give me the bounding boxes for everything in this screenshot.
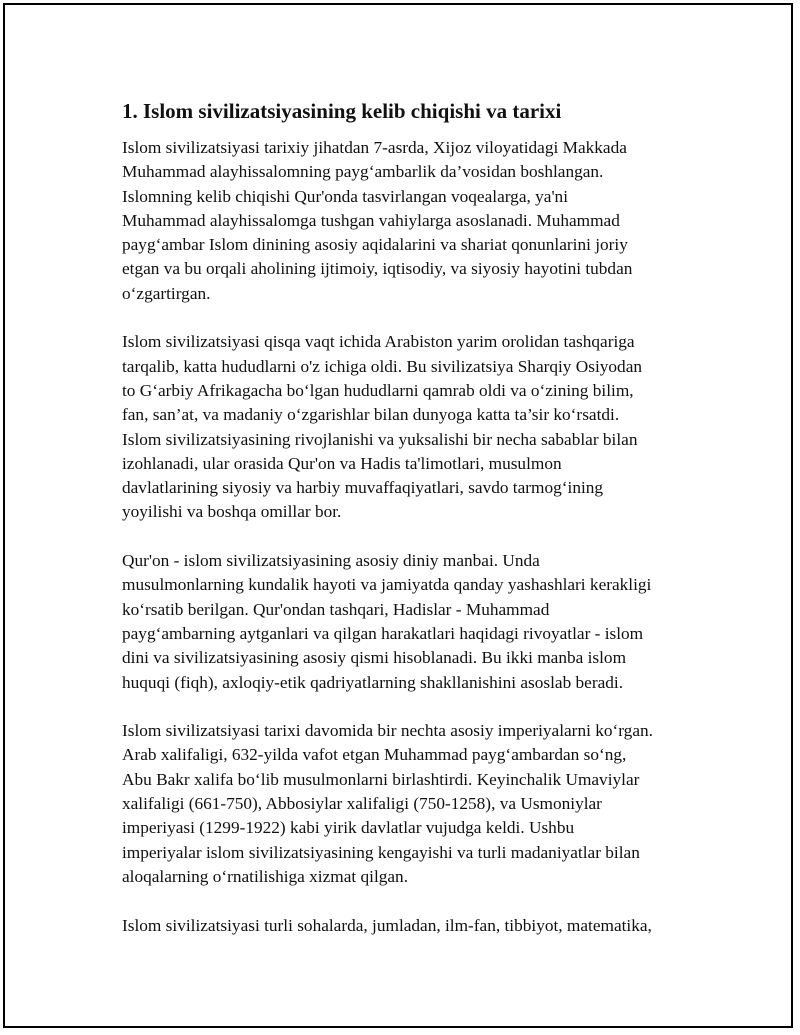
text-line: Islom sivilizatsiyasi tarixi davomida bir nechta asosiy imperiyalarni ko‘rgan. [122, 721, 653, 741]
paragraph [122, 719, 722, 889]
text-line: Qur'on - islom sivilizatsiyasining asosiy diniy manbai. Unda [122, 551, 540, 571]
text-line: Arab xalifaligi, 632-yilda vafot etgan Muhammad payg‘ambardan so‘ng, [122, 745, 627, 765]
text-line: davlatlarining siyosiy va harbiy muvaffaqiyatlari, savdo tarmog‘ining [122, 478, 604, 498]
text-line: dini va sivilizatsiyasining asosiy qismi hisoblanadi. Bu ikki manba islom [122, 648, 627, 668]
text-line: yoyilishi va boshqa omillar bor. [122, 502, 342, 522]
text-line: Abu Bakr xalifa bo‘lib musulmonlarni birlashtirdi. Keyinchalik Umaviylar [122, 769, 640, 789]
text-line: izohlanadi, ular orasida Qur'on va Hadis ta'limotlari, musulmon [122, 453, 562, 473]
text-line: payg‘ambarning aytganlari va qilgan harakatlari haqidagi rivoyatlar - islom [122, 623, 644, 643]
text-line: aloqalarning o‘rnatilishiga xizmat qilgan. [122, 866, 409, 886]
text-line: Islom sivilizatsiyasi turli sohalarda, jumladan, ilm-fan, tibbiyot, matematika, [122, 915, 652, 935]
section-heading: 1. Islom sivilizatsiyasining kelib chiqishi va tarixi [122, 99, 562, 123]
text-line: Islom sivilizatsiyasi qisqa vaqt ichida Arabiston yarim orolidan tashqariga [122, 332, 635, 352]
paragraph [122, 549, 722, 695]
text-line: huquqi (fiqh), axloqiy-etik qadriyatlarning shakllanishini asoslab beradi. [122, 672, 624, 692]
paragraph [122, 914, 722, 938]
text-line: Islomning kelib chiqishi Qur'onda tasvirlangan voqealarga, ya'ni [122, 186, 568, 206]
text-line: xalifaligi (661-750), Abbosiylar xalifaligi (750-1258), va Usmoniylar [122, 794, 602, 814]
document-body [122, 97, 722, 962]
text-line: musulmonlarning kundalik hayoti va jamiyatda qanday yashashlari kerakligi [122, 575, 652, 595]
text-line: Muhammad alayhissalomga tushgan vahiylarga asoslanadi. Muhammad [122, 210, 620, 230]
text-line: imperiyalar islom sivilizatsiyasining kengayishi va turli madaniyatlar bilan [122, 842, 640, 862]
paragraph [122, 330, 722, 524]
text-line: Islom sivilizatsiyasi tarixiy jihatdan 7-asrda, Xijoz viloyatidagi Makkada [122, 138, 627, 157]
text-line: Muhammad alayhissalomning payg‘ambarlik da’vosidan boshlangan. [122, 162, 604, 182]
text-line: etgan va bu orqali aholining ijtimoiy, iqtisodiy, va siyosiy hayotini tubdan [122, 259, 633, 279]
text-line: imperiyasi (1299-1922) kabi yirik davlatlar vujudga keldi. Ushbu [122, 818, 575, 838]
text-line: payg‘ambar Islom dinining asosiy aqidalarini va shariat qonunlarini joriy [122, 235, 628, 255]
text-line: tarqalib, katta hududlarni o'z ichiga oldi. Bu sivilizatsiya Sharqiy Osiyodan [122, 356, 643, 376]
text-line: Islom sivilizatsiyasining rivojlanishi va yuksalishi bir necha sabablar bilan [122, 429, 638, 449]
text-line: fan, san’at, va madaniy o‘zgarishlar bilan dunyoga katta ta’sir ko‘rsatdi. [122, 405, 620, 425]
paragraph [122, 136, 722, 306]
text-line: to G‘arbiy Afrikagacha bo‘lgan hududlarni qamrab oldi va o‘zining bilim, [122, 380, 634, 400]
text-line: ko‘rsatib berilgan. Qur'ondan tashqari, Hadislar - Muhammad [122, 599, 550, 619]
text-line: o‘zgartirgan. [122, 283, 211, 303]
page-frame [3, 3, 793, 1028]
